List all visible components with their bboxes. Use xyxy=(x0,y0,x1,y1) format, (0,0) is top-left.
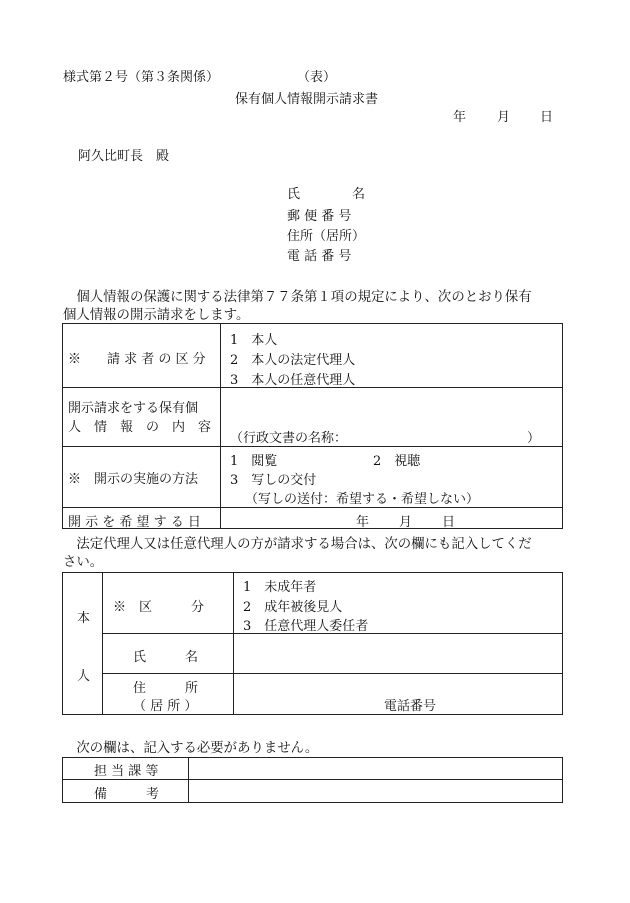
col-divider xyxy=(102,572,103,715)
intro-line-2: 個人情報の開示請求をします。 xyxy=(63,308,250,323)
method-option-copy[interactable]: 3 写しの交付 xyxy=(230,473,317,488)
agent-notice-line-1: 法定代理人又は任意代理人の方が請求する場合は、次の欄にも記入してくだ xyxy=(63,537,532,552)
desired-day-label[interactable]: 日 xyxy=(442,515,456,530)
date-month-label: 月 xyxy=(497,110,511,125)
method-option-view[interactable]: 1 閲覧 xyxy=(230,454,278,469)
request-table-divider xyxy=(220,323,221,529)
applicant-postal-label: 郵 便 番 号 xyxy=(287,209,352,224)
document-name-label[interactable]: （行政文書の名称： xyxy=(230,431,348,446)
applicant-name-label: 氏 名 xyxy=(287,187,366,202)
date-day-label: 日 xyxy=(540,110,554,125)
requester-option-self[interactable]: 1 本人 xyxy=(230,333,278,348)
principal-residence-label: （ 居 所 ） xyxy=(133,699,198,714)
principal-address-label: 住 所 xyxy=(133,681,199,696)
copy-mail-preference[interactable]: （写しの送付：希望する・希望しない） xyxy=(245,492,480,507)
remarks-label: 備 考 xyxy=(94,787,160,802)
principal-option-minor[interactable]: 1 未成年者 xyxy=(243,580,317,595)
col-divider xyxy=(233,572,234,715)
row-divider xyxy=(62,507,563,508)
principal-phone-label: 電話番号 xyxy=(384,699,437,714)
form-number: 様式第２号（第３条関係） xyxy=(63,70,220,85)
row-divider xyxy=(62,446,563,447)
intro-line-1: 個人情報の保護に関する法律第７７条第１項の規定により、次のとおり保有 xyxy=(63,290,532,305)
date-year-label: 年 xyxy=(453,110,467,125)
info-content-label-1: 開示請求をする保有個 xyxy=(68,401,199,416)
desired-month-label[interactable]: 月 xyxy=(399,515,413,530)
applicant-phone-label: 電 話 番 号 xyxy=(287,249,352,264)
applicant-address-label: 住所（居所） xyxy=(287,229,366,244)
requester-option-legal-agent[interactable]: 2 本人の法定代理人 xyxy=(230,353,356,368)
agent-notice-line-2: さい。 xyxy=(63,555,104,570)
principal-side-label-bottom: 人 xyxy=(77,669,91,684)
office-use-note: 次の欄は、記入する必要がありません。 xyxy=(63,741,319,756)
col-divider xyxy=(188,757,189,803)
disclosure-method-label: ※ 開示の実施の方法 xyxy=(68,472,199,487)
form-side-label: （表） xyxy=(297,70,337,85)
requester-option-voluntary-agent[interactable]: 3 本人の任意代理人 xyxy=(230,373,356,388)
principal-name-label: 氏 名 xyxy=(133,650,199,665)
row-divider xyxy=(102,673,563,674)
principal-side-label-top: 本 xyxy=(77,611,91,626)
document-name-close: ） xyxy=(527,431,541,446)
row-divider xyxy=(62,779,563,780)
requester-category-label: ※ 請 求 者 の 区 分 xyxy=(68,352,206,367)
desired-date-label: 開 示 を 希 望 す る 日 xyxy=(68,515,201,530)
principal-option-ward[interactable]: 2 成年被後見人 xyxy=(243,600,343,615)
responsible-dept-label: 担 当 課 等 xyxy=(94,764,159,779)
document-title: 保有個人情報開示請求書 xyxy=(235,92,379,107)
addressee: 阿久比町長 殿 xyxy=(78,149,170,164)
info-content-label-2: 人 情 報 の 内 容 xyxy=(68,420,212,435)
principal-category-label: ※ 区 分 xyxy=(113,600,205,615)
method-option-listen[interactable]: 2 視聴 xyxy=(373,454,421,469)
desired-year-label[interactable]: 年 xyxy=(356,515,370,530)
principal-option-delegator[interactable]: 3 任意代理人委任者 xyxy=(243,619,369,634)
